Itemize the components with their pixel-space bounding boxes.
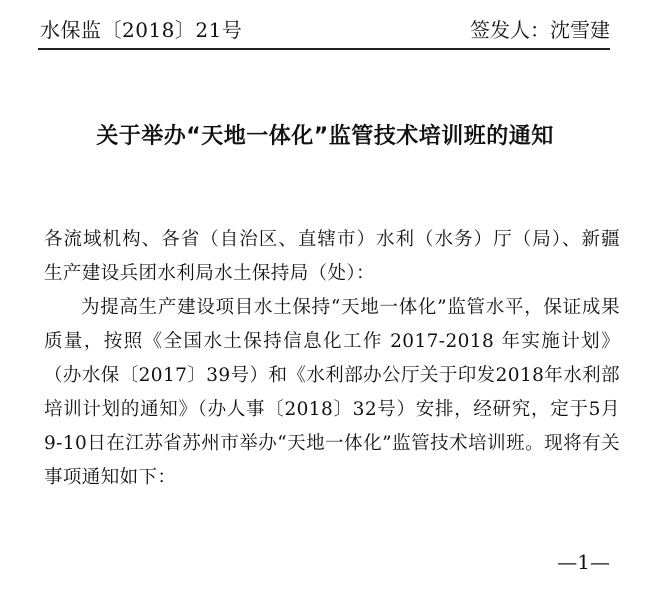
- body-paragraph: 为提高生产建设项目水土保持“天地一体化”监管水平，保证成果质量，按照《全国水土保持信息化工作 2017-2018 年实施计划》（办水保〔2017〕39号）和《水利部办公厅关于印发2018年水利部培训计划的通知》（办人事〔2018〕32号）安排，经研究，定于5月9-10日在江苏省苏州市举办“天地一体化”监管技术培训班。现将有关事项通知如下：: [44, 297, 620, 488]
- document-number: 水保监〔2018〕21号: [40, 18, 243, 42]
- signer-label: 签发人：沈雪建: [470, 18, 610, 42]
- addressee-line: 各流域机构、各省（自治区、直辖市）水利（水务）厅（局）、新疆生产建设兵团水利局水土保持局（处）：: [44, 229, 620, 284]
- header-divider: [38, 48, 610, 50]
- document-header: [38, 8, 610, 48]
- document-body: [44, 223, 620, 495]
- page-number: —1—: [557, 550, 610, 574]
- document-title: 关于举办“天地一体化”监管技术培训班的通知: [96, 124, 554, 149]
